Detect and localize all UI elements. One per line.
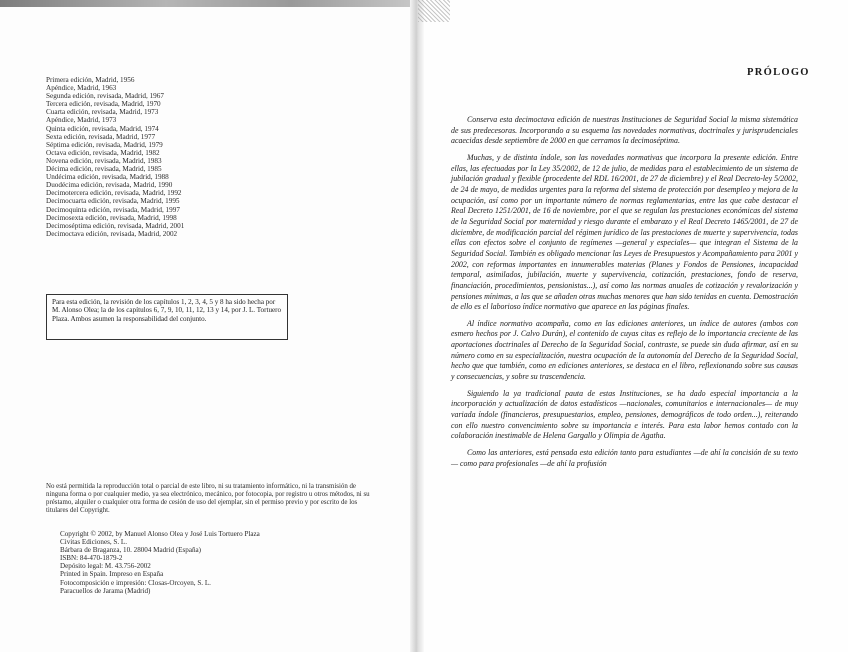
paragraph: Muchas, y de distinta índole, son las novedades normativas que incorpora la presente edición. Entre ellas, las efectuadas por la Ley 35/2002, de 12 de julio, de medidas para el establecimiento de un sistema de jubilación gradual y flexible (procedente del RDL 16/2001, de 27 de diciembre) y el Real Decreto-ley 5/2002, de 24 de mayo, de medidas urgentes para la reforma del sistema de protección por desempleo y mejora de la ocupación, así como por un importante número de normas reglamentarias, entre las que cabe destacar el Real Decreto 1251/2001, de 16 de noviembre, por el que se regulan las prestaciones económicas del sistema de la Seguridad Social por maternidad y riesgo durante el embarazo y el Real Decreto 1465/2001, de 27 de diciembre, de modificación parcial del régimen jurídico de las prestaciones de muerte y supervivencia, todas ellas con efectos sobre el conjunto de regímenes —general y especiales— que integran el Sistema de la Seguridad Social. También es obligado mencionar las Leyes de Presupuestos y Acompañamiento para 2001 y 2002, con reformas importantes en innumerables materias (Planes y Fondos de Pensiones, incapacidad temporal, asimilados, jubilación, muerte y supervivencia, cotización, prestaciones, fondo de reserva, financiación, procedimientos, pensionistas...), así como las normas anuales de cotización y revalorización y pensiones mínimas, a las que se añaden otras muchas menores que han sido tenidas en cuenta. Demostración de ello es el laborioso índice normativo que aparece en las páginas finales. <box>451 152 798 312</box>
edition-line: Decimoséptima edición, revisada, Madrid, 2001 <box>46 221 185 230</box>
publisher-line: ISBN: 84-470-1879-2 <box>60 554 123 563</box>
paragraph: Siguiendo la ya tradicional pauta de estas Instituciones, se ha dado especial importancia a la incorporación y actualización de datos estadísticos —nacionales, comunitarios e internacionales— de muy variada índole (financieros, presupuestarios, empleo, pensiones, demográficos de todo orden...), reiterando con ello nuestro convencimiento sobre su importancia e interés. Para esta labor hemos contado con la colaboración inestimable de Helena Gargallo y Olimpia de Agatha. <box>451 388 798 441</box>
publisher-line: Depósito legal: M. 43.756-2002 <box>60 562 151 571</box>
prologue-body <box>451 115 798 475</box>
edition-line: Octava edición, revisada, Madrid, 1982 <box>46 148 160 157</box>
publisher-line: Fotocomposición e impresión: Closas-Orcoyen, S. L. <box>60 578 211 587</box>
copyright-notice: No está permitida la reproducción total o parcial de este libro, ni su tratamiento informático, ni la transmisión de ninguna forma o por cualquier medio, ya sea electrónico, mecánico, por fotocopia, por registro u otros métodos, ni su préstamo, alquiler o cualquier otra forma de cesión de uso del ejemplar, sin el permiso previo y por escrito de los titulares del Copyright. <box>46 483 370 514</box>
edition-line: Séptima edición, revisada, Madrid, 1979 <box>46 140 163 149</box>
edition-line: Decimotercera edición, revisada, Madrid, 1992 <box>46 189 182 198</box>
edition-line: Undécima edición, revisada, Madrid, 1988 <box>46 173 169 182</box>
publisher-info <box>60 530 360 595</box>
left-page <box>0 0 416 652</box>
edition-line: Quinta edición, revisada, Madrid, 1974 <box>46 124 159 133</box>
publisher-line: Paracuellos de Jarama (Madrid) <box>60 586 151 595</box>
publisher-line: Bárbara de Braganza, 10. 28004 Madrid (España) <box>60 546 202 555</box>
edition-line: Apéndice, Madrid, 1963 <box>46 84 117 93</box>
edition-line: Segunda edición, revisada, Madrid, 1967 <box>46 92 164 101</box>
page-heading: PRÓLOGO <box>747 67 810 78</box>
scan-artifact <box>418 0 450 22</box>
edition-line: Décima edición, revisada, Madrid, 1985 <box>46 165 162 174</box>
edition-line: Duodécima edición, revisada, Madrid, 1990 <box>46 181 173 190</box>
paragraph: Al índice normativo acompaña, como en las ediciones anteriores, un índice de autores (ambos con esmero hechos por J. Calvo Durán), el contenido de cuyas citas es reflejo de lo importancia creciente de las aportaciones doctrinales al Derecho de la Seguridad Social, contraste, se puede sin duda afirmar, así en su número como en su especialización, nuestra ocupación de la autonomía del Derecho de la Seguridad Social, hecho que que también, como en ediciones anteriores, se destaca en el libro, reflexionando sobre sus causas y consecuencias, y sobre su trascendencia. <box>451 318 798 382</box>
revision-note-text: Para esta edición, la revisión de los capítulos 1, 2, 3, 4, 5 y 8 ha sido hecha por M. Alonso Olea; la de los capítulos 6, 7, 9, 10, 11, 12, 13 y 14, por J. L. Tortuero Plaza. Ambos asumen la responsabilidad del conjunto. <box>52 298 282 323</box>
edition-line: Apéndice, Madrid, 1973 <box>46 116 117 125</box>
edition-line: Cuarta edición, revisada, Madrid, 1973 <box>46 108 159 117</box>
publisher-line: Civitas Ediciones, S. L. <box>60 538 127 547</box>
edition-line: Sexta edición, revisada, Madrid, 1977 <box>46 132 156 141</box>
publisher-line: Copyright © 2002, by Manuel Alonso Olea y José Luis Tortuero Plaza <box>60 530 260 538</box>
editions-list <box>46 76 346 238</box>
edition-line: Tercera edición, revisada, Madrid, 1970 <box>46 100 161 109</box>
publisher-line: Printed in Spain. Impreso en España <box>60 570 164 579</box>
edition-line: Primera edición, Madrid, 1956 <box>46 76 135 84</box>
paragraph: Conserva esta decimoctava edición de nuestras Instituciones de Seguridad Social la misma sistemática de sus predecesoras. Incorporando a su esquema las novedades normativas, doctrinales y jurisprudenciales acaecidas desde septiembre de 2000 en que cerramos la decimoséptima. <box>451 115 798 146</box>
revision-note-box <box>46 294 288 340</box>
scan-shadow <box>0 0 416 7</box>
edition-line: Decimoquinta edición, revisada, Madrid, 1997 <box>46 205 180 214</box>
edition-line: Decimosexta edición, revisada, Madrid, 1998 <box>46 213 177 222</box>
edition-line: Decimoctava edición, revisada, Madrid, 2002 <box>46 229 178 238</box>
edition-line: Novena edición, revisada, Madrid, 1983 <box>46 156 162 165</box>
edition-line: Decimocuarta edición, revisada, Madrid, 1995 <box>46 197 180 206</box>
paragraph: Como las anteriores, está pensada esta edición tanto para estudiantes —de ahí la concisión de su texto— como para profesionales —de ahí la profusión <box>451 448 798 468</box>
book-gutter <box>410 0 424 652</box>
